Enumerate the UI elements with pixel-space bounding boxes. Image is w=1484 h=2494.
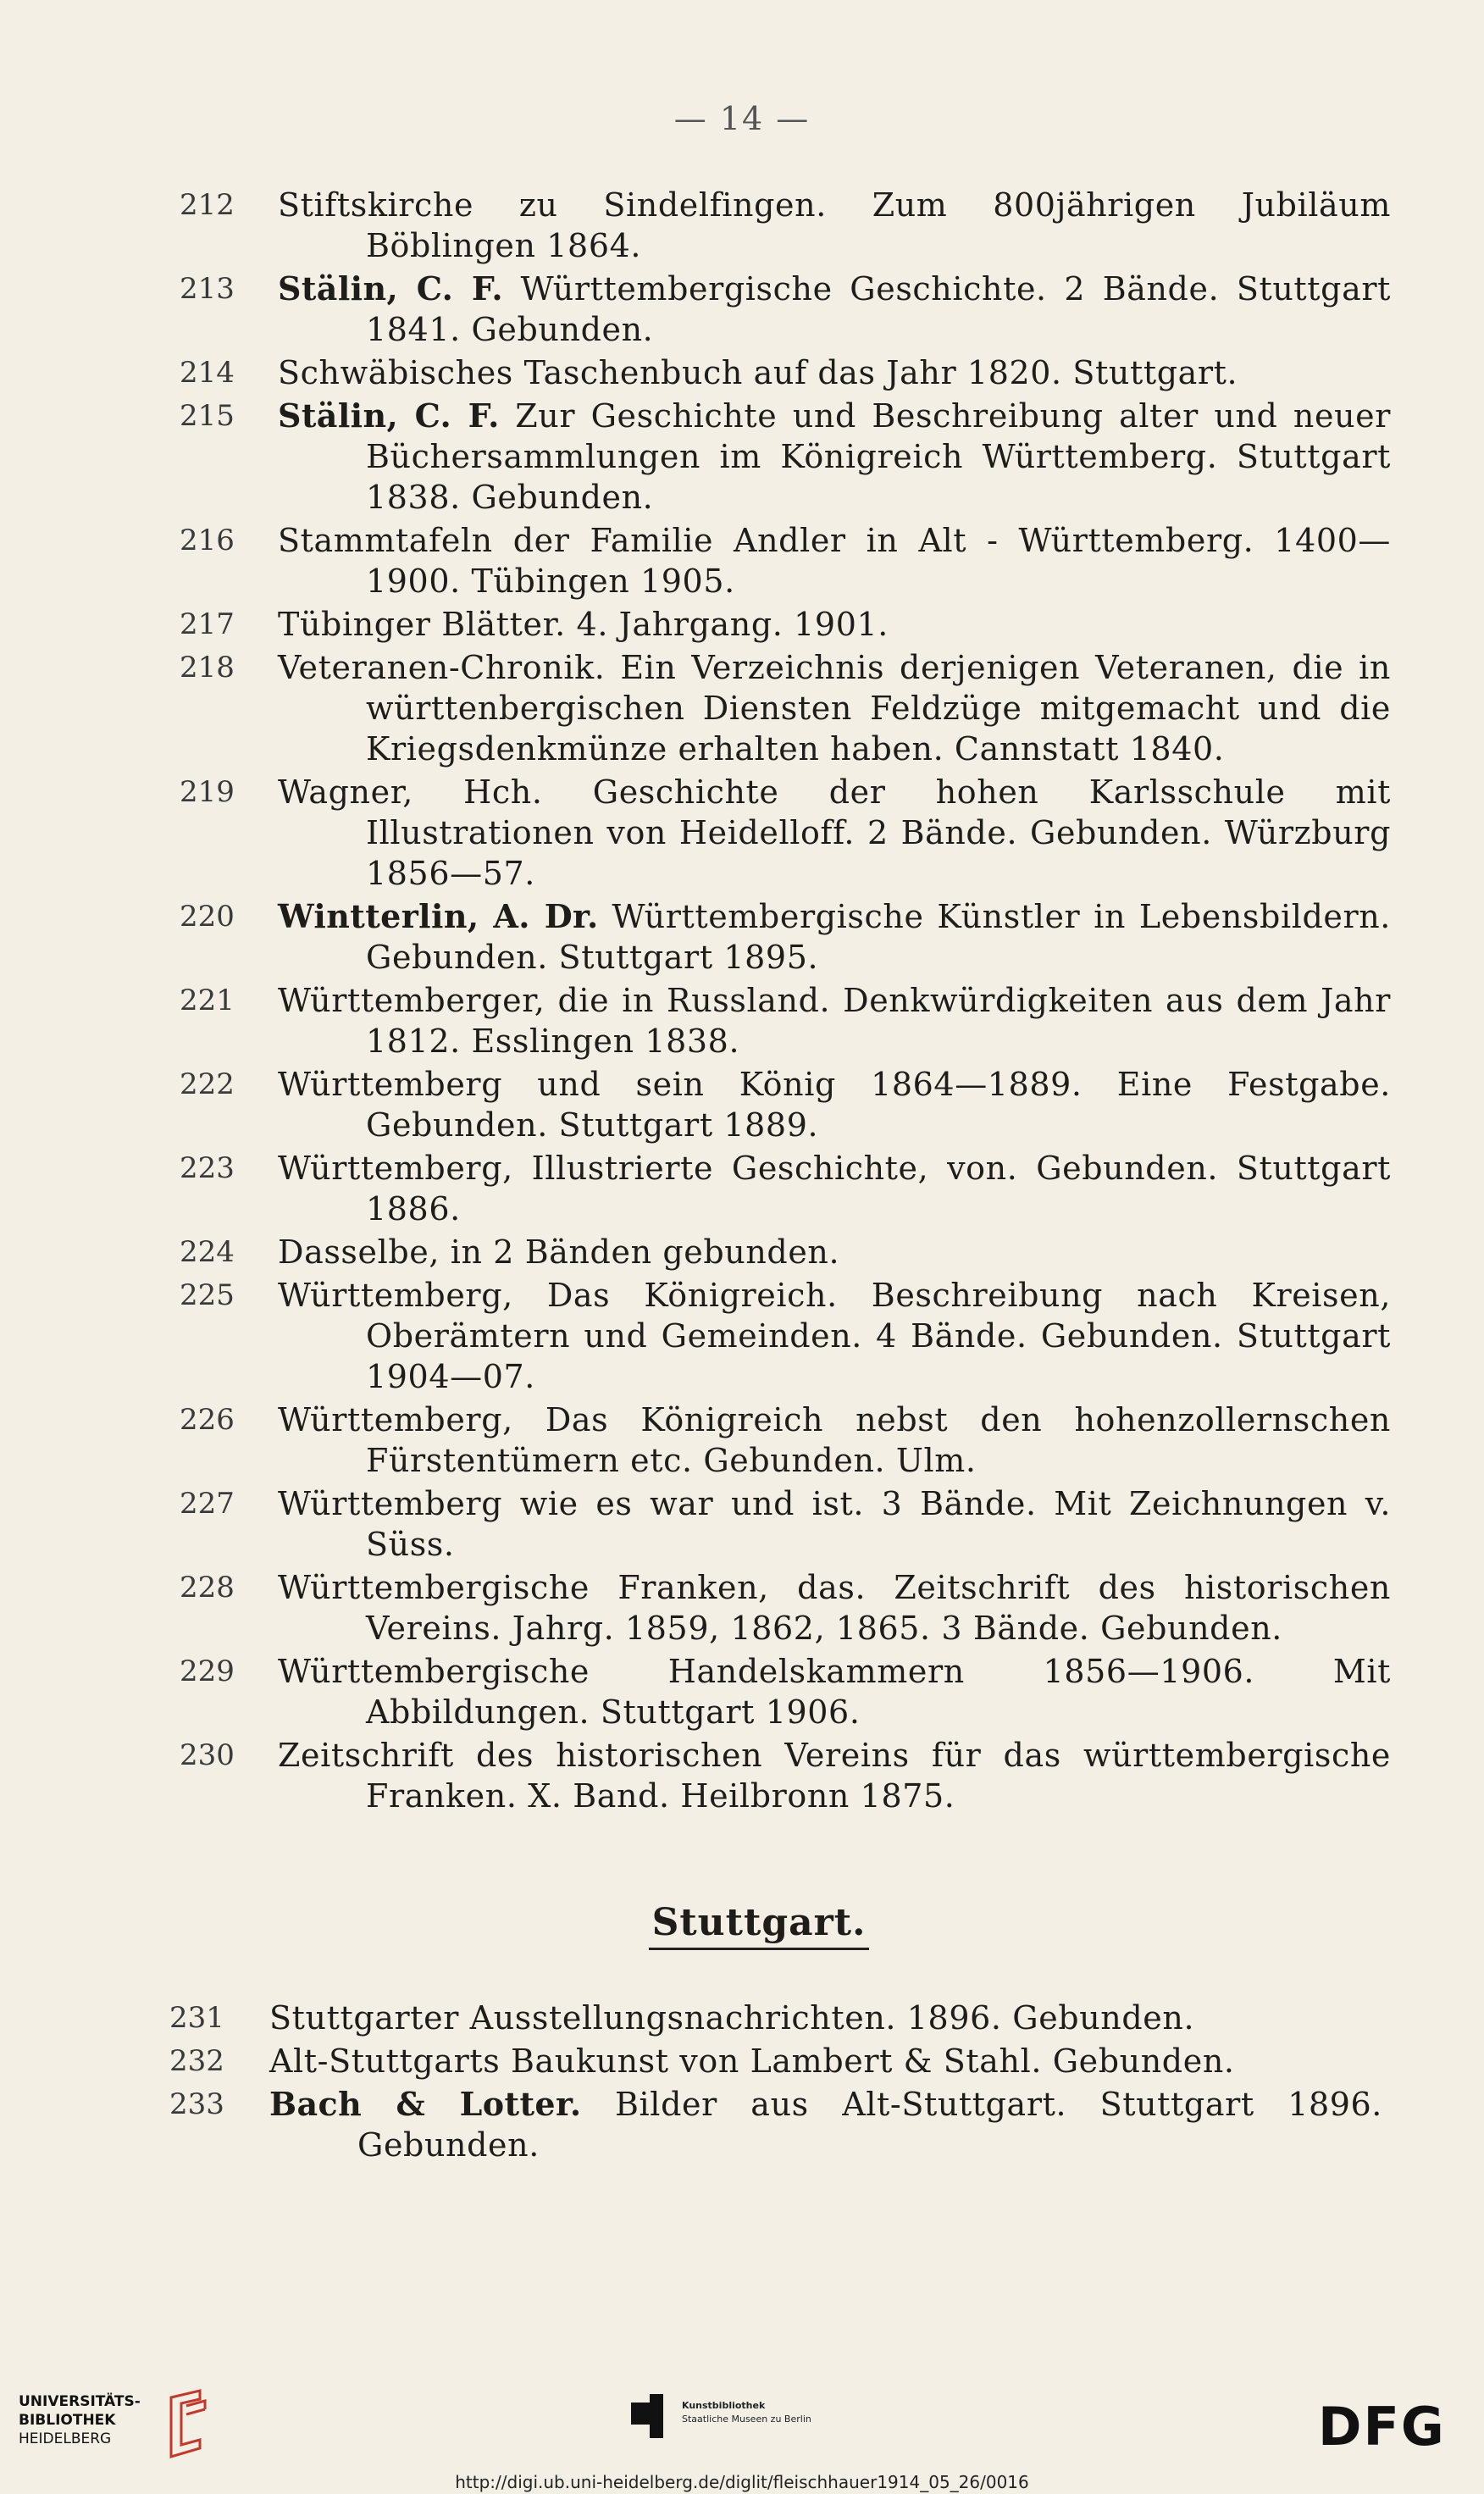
entry-description: Stuttgarter Ausstellungsnachrichten. 1896. Gebunden. xyxy=(269,1999,1195,2037)
entry-description: Württemberg und sein König 1864—1889. Eine Festgabe. Gebunden. Stuttgart 1889. xyxy=(278,1066,1391,1144)
entry-number: 218 xyxy=(180,651,235,684)
entry-text xyxy=(278,1275,1391,1397)
catalogue-entry xyxy=(0,1064,1484,1145)
kunstbibliothek-line-2: Staatliche Museen zu Berlin xyxy=(682,2414,811,2425)
entry-text xyxy=(278,520,1391,601)
library-logo-icon xyxy=(163,2389,222,2458)
entry-description: Zur Geschichte und Beschreibung alter und neuer Büchersammlungen im Königreich Württemberg. Stuttgart 1838. Gebunden. xyxy=(366,397,1391,516)
entry-text xyxy=(278,1399,1391,1481)
entry-number: 215 xyxy=(180,399,235,433)
kunstbibliothek-logo[interactable] xyxy=(631,2394,851,2445)
entry-text xyxy=(278,772,1391,894)
entry-description: Württemberg, Illustrierte Geschichte, von. Gebunden. Stuttgart 1886. xyxy=(278,1150,1391,1228)
entry-text xyxy=(278,647,1391,769)
entry-description: Württemberger, die in Russland. Denkwürdigkeiten aus dem Jahr 1812. Esslingen 1838. xyxy=(278,982,1391,1060)
entry-number: 221 xyxy=(180,984,235,1017)
kunstbibliothek-name xyxy=(682,2399,811,2426)
catalogue-entry xyxy=(0,185,1484,266)
entry-text xyxy=(278,396,1391,518)
entry-number: 230 xyxy=(180,1738,235,1772)
library-logo[interactable] xyxy=(19,2389,222,2457)
catalogue-entry xyxy=(0,2084,1484,2165)
library-name xyxy=(19,2392,141,2448)
entry-author: Bach & Lotter. xyxy=(269,2085,582,2123)
catalogue-entry xyxy=(0,604,1484,645)
library-name-line-3: HEIDELBERG xyxy=(19,2430,112,2447)
catalogue-entry xyxy=(0,896,1484,978)
entry-text xyxy=(278,1483,1391,1565)
entry-description: Württemberg, Das Königreich. Beschreibung nach Kreisen, Oberämtern und Gemeinden. 4 Bände. Gebunden. Stuttgart 1904—07. xyxy=(278,1277,1391,1395)
entry-description: Württemberg, Das Königreich nebst den hohenzollernschen Fürstentümern etc. Gebunden. Ulm. xyxy=(278,1401,1391,1479)
entry-number: 219 xyxy=(180,775,235,809)
entry-number: 212 xyxy=(180,188,235,222)
library-name-line-2: BIBLIOTHEK xyxy=(19,2412,116,2429)
entry-description: Schwäbisches Taschenbuch auf das Jahr 1820. Stuttgart. xyxy=(278,354,1238,391)
catalogue-entry xyxy=(0,647,1484,769)
entry-text xyxy=(278,1148,1391,1229)
entry-description: Tübinger Blätter. 4. Jahrgang. 1901. xyxy=(278,606,889,643)
entry-description: Württembergische Franken, das. Zeitschrift des historischen Vereins. Jahrg. 1859, 1862, 1865. 3 Bände. Gebunden. xyxy=(278,1569,1391,1647)
kunstbibliothek-logo-icon xyxy=(631,2394,668,2438)
catalogue-entry xyxy=(0,1651,1484,1732)
entry-list xyxy=(0,185,1484,1816)
entry-text xyxy=(278,1232,1391,1272)
entry-description: Veteranen-Chronik. Ein Verzeichnis derjenigen Veteranen, die in württenbergischen Diensten Feldzüge mitgemacht und die Kriegsdenkmünze erhalten haben. Cannstatt 1840. xyxy=(278,649,1391,768)
entry-text xyxy=(278,269,1391,350)
entry-number: 214 xyxy=(180,356,235,390)
catalogue-entry xyxy=(0,1483,1484,1565)
entry-description: Württembergische Handelskammern 1856—1906. Mit Abbildungen. Stuttgart 1906. xyxy=(278,1653,1391,1731)
entry-author: Stälin, C. F. xyxy=(278,269,504,308)
catalogue-entry xyxy=(0,980,1484,1061)
entry-text xyxy=(278,352,1391,393)
entry-number: 223 xyxy=(180,1151,235,1185)
entry-number: 226 xyxy=(180,1403,235,1437)
catalogue-entry xyxy=(0,1275,1484,1397)
entry-description: Alt-Stuttgarts Baukunst von Lambert & Stahl. Gebunden. xyxy=(269,2042,1235,2080)
entry-author: Stälin, C. F. xyxy=(278,396,500,435)
catalogue-entry xyxy=(0,1735,1484,1816)
catalogue-entry xyxy=(0,2041,1484,2081)
entry-number: 233 xyxy=(169,2087,224,2121)
catalogue-entry xyxy=(0,1567,1484,1649)
catalogue-entry xyxy=(0,396,1484,518)
entry-number: 232 xyxy=(169,2044,224,2078)
entry-text xyxy=(278,1064,1391,1145)
entry-text xyxy=(278,980,1391,1061)
entry-text xyxy=(269,2084,1382,2165)
entry-text xyxy=(278,1651,1391,1732)
entry-number: 216 xyxy=(180,524,235,557)
catalogue-entry xyxy=(0,1399,1484,1481)
entry-description: Bilder aus Alt-Stuttgart. Stuttgart 1896. Gebunden. xyxy=(357,2086,1382,2164)
entry-description: Stammtafeln der Familie Andler in Alt - Württemberg. 1400—1900. Tübingen 1905. xyxy=(278,522,1391,600)
entry-number: 229 xyxy=(180,1654,235,1688)
entry-text xyxy=(269,2041,1382,2081)
catalogue-entry xyxy=(0,1148,1484,1229)
page-number: — 14 — xyxy=(673,100,811,137)
entry-number: 228 xyxy=(180,1571,235,1604)
section-entry-list xyxy=(0,1998,1484,2165)
catalogue-entry xyxy=(0,520,1484,601)
entry-description: Wagner, Hch. Geschichte der hohen Karlsschule mit Illustrationen von Heidelloff. 2 Bände. Gebunden. Würzburg 1856—57. xyxy=(278,773,1391,892)
entry-text xyxy=(278,604,1391,645)
entry-description: Zeitschrift des historischen Vereins für das württembergische Franken. X. Band. Heilbronn 1875. xyxy=(278,1737,1391,1815)
entry-number: 231 xyxy=(169,2001,224,2035)
catalogue-entry xyxy=(0,1232,1484,1272)
kunstbibliothek-line-1: Kunstbibliothek xyxy=(682,2400,766,2411)
entry-number: 224 xyxy=(180,1235,235,1269)
entry-number: 220 xyxy=(180,900,235,934)
entry-description: Württembergische Geschichte. 2 Bände. Stuttgart 1841. Gebunden. xyxy=(366,270,1391,348)
library-name-line-1: UNIVERSITÄTS- xyxy=(19,2393,141,2410)
catalogue-entries xyxy=(0,185,1484,2168)
catalogue-entry xyxy=(0,269,1484,350)
entry-description: Stiftskirche zu Sindelfingen. Zum 800jährigen Jubiläum Böblingen 1864. xyxy=(278,186,1391,264)
entry-number: 217 xyxy=(180,607,235,641)
entry-text xyxy=(278,1567,1391,1649)
entry-author: Wintterlin, A. Dr. xyxy=(278,897,599,935)
catalogue-entry xyxy=(0,352,1484,393)
entry-number: 227 xyxy=(180,1487,235,1521)
catalogue-entry xyxy=(0,1998,1484,2038)
section-heading xyxy=(0,1901,1484,1950)
section-title: Stuttgart. xyxy=(649,1901,870,1950)
entry-text xyxy=(278,896,1391,978)
entry-number: 225 xyxy=(180,1278,235,1312)
dfg-logo[interactable]: DFG xyxy=(1318,2396,1446,2458)
entry-text xyxy=(278,185,1391,266)
entry-text xyxy=(278,1735,1391,1816)
entry-description: Württembergische Künstler in Lebensbildern. Gebunden. Stuttgart 1895. xyxy=(366,898,1391,976)
entry-number: 213 xyxy=(180,272,235,306)
source-url[interactable]: http://digi.ub.uni-heidelberg.de/diglit/fleischhauer1914_05_26/0016 xyxy=(455,2472,1029,2492)
entry-number: 222 xyxy=(180,1067,235,1101)
footer xyxy=(0,2372,1484,2494)
entry-description: Württemberg wie es war und ist. 3 Bände. Mit Zeichnungen v. Süss. xyxy=(278,1485,1391,1563)
catalogue-entry xyxy=(0,772,1484,894)
entry-description: Dasselbe, in 2 Bänden gebunden. xyxy=(278,1233,840,1271)
entry-text xyxy=(269,1998,1382,2038)
